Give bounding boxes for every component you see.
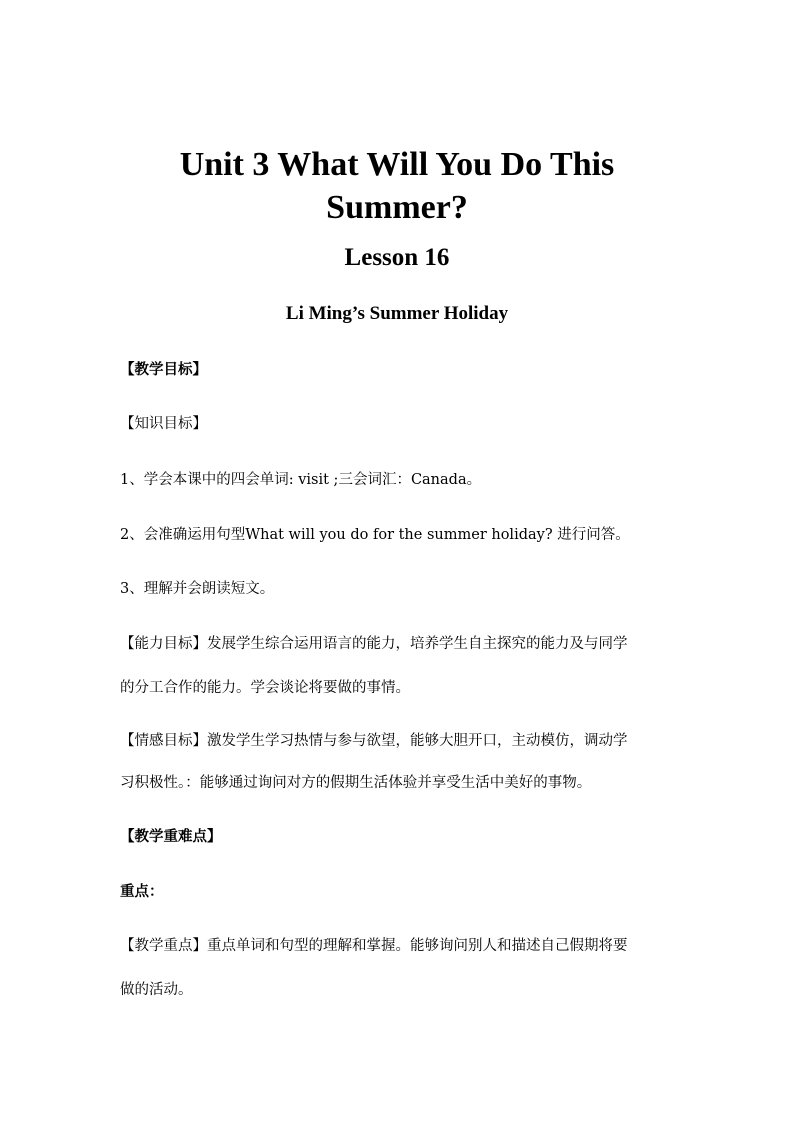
section-teaching-goals: 【教学目标】 [120,361,207,378]
emotion-goals-line-1: 【情感目标】激发学生学习热情与参与欲望，能够大胆开口，主动模仿，调动学 [120,733,628,749]
ability-goals-line-1: 【能力目标】发展学生综合运用语言的能力，培养学生自主探究的能力及与同学 [120,636,628,652]
key-points-label: 重点： [120,883,164,900]
lesson-subtitle: Li Ming’s Summer Holiday [285,303,509,324]
lesson-heading: Lesson 16 [344,244,450,271]
emotion-goals-line-2: 习积极性。：能够通过询问对方的假期生活体验并享受生活中美好的事物。 [120,775,592,791]
ability-goals-line-2: 的分工合作的能力。学会谈论将要做的事情。 [120,680,410,696]
knowledge-item-1: 1、学会本课中的四会单词: visit ;三会词汇：Canada。 [120,472,482,488]
key-points-line-1: 【教学重点】重点单词和句型的理解和掌握。能够询问别人和描述自己假期将要 [120,938,628,954]
knowledge-item-2: 2、会准确运用句型What will you do for the summer holiday? 进行问答。 [120,527,630,543]
knowledge-item-3: 3、理解并会朗读短文。 [120,581,275,597]
section-knowledge-goals: 【知识目标】 [120,416,207,432]
document-title: Unit 3 What Will You Do This Summer? [179,146,615,226]
section-key-difficult-points: 【教学重难点】 [120,828,222,845]
key-points-line-2: 做的活动。 [120,982,193,998]
